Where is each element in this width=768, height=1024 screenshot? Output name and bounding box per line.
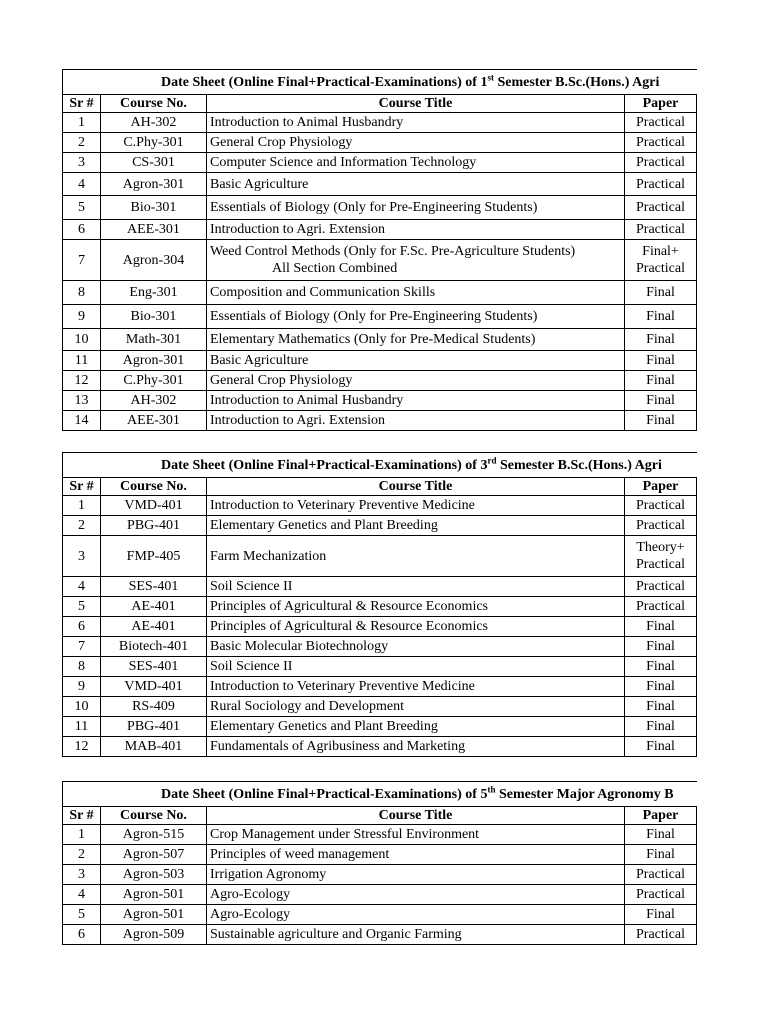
row-sr: 10 xyxy=(63,697,101,717)
table-row xyxy=(63,737,697,757)
title-text-end: Semester B.Sc.(Hons.) Agri xyxy=(493,74,660,90)
header-course-no: Course No. xyxy=(101,95,207,113)
row-course-no: AEE-301 xyxy=(101,411,207,431)
row-paper xyxy=(625,305,697,329)
row-course-title xyxy=(207,351,625,371)
row-course-no: FMP-405 xyxy=(101,536,207,577)
table-row xyxy=(63,496,697,516)
header-paper: Paper xyxy=(625,478,697,496)
row-course-no: AE-401 xyxy=(101,597,207,617)
row-course-title xyxy=(207,240,625,281)
row-sr: 2 xyxy=(63,133,101,153)
table-row xyxy=(63,577,697,597)
row-paper xyxy=(625,391,697,411)
row-paper-text: Final xyxy=(646,285,675,300)
title-text-end: Semester B.Sc.(Hons.) Agri xyxy=(496,457,662,473)
row-sr: 7 xyxy=(63,637,101,657)
row-sr: 8 xyxy=(63,657,101,677)
row-course-no: VMD-401 xyxy=(101,677,207,697)
row-sr: 12 xyxy=(63,371,101,391)
row-paper-text: Theory+ xyxy=(636,540,685,555)
row-course-title-line2: All Section Combined xyxy=(272,261,398,276)
row-paper-text: Final xyxy=(646,309,675,324)
title-superscript: st xyxy=(487,71,494,82)
table-row xyxy=(63,697,697,717)
row-course-title-text: Elementary Genetics and Plant Breeding xyxy=(210,518,438,533)
row-course-title-text: Sustainable agriculture and Organic Farming xyxy=(210,927,462,942)
table-row xyxy=(63,133,697,153)
row-paper-text: Practical xyxy=(636,927,685,942)
row-paper xyxy=(625,281,697,305)
row-course-title-text: Fundamentals of Agribusiness and Marketing xyxy=(210,739,466,754)
row-paper xyxy=(625,737,697,757)
row-paper-line2: Practical xyxy=(636,261,685,276)
row-course-title-text: Introduction to Animal Husbandry xyxy=(210,115,404,130)
row-course-no: SES-401 xyxy=(101,657,207,677)
row-course-title xyxy=(207,885,625,905)
row-paper-text: Final xyxy=(646,659,675,674)
row-course-title xyxy=(207,391,625,411)
row-paper-text: Final xyxy=(646,619,675,634)
table-row xyxy=(63,925,697,945)
table-row xyxy=(63,153,697,173)
row-course-title xyxy=(207,825,625,845)
row-sr: 3 xyxy=(63,536,101,577)
header-course-title: Course Title xyxy=(207,95,625,113)
row-paper-text: Practical xyxy=(636,579,685,594)
row-paper-text: Practical xyxy=(636,222,685,237)
row-course-title-text: Weed Control Methods (Only for F.Sc. Pre-Agriculture Students) xyxy=(210,244,576,259)
row-course-no: Agron-515 xyxy=(101,825,207,845)
row-course-title xyxy=(207,697,625,717)
title-row xyxy=(63,70,697,95)
table-row xyxy=(63,825,697,845)
row-paper-text: Final xyxy=(646,393,675,408)
table-row xyxy=(63,196,697,220)
row-course-title xyxy=(207,617,625,637)
row-sr: 12 xyxy=(63,737,101,757)
row-course-no: SES-401 xyxy=(101,577,207,597)
row-paper xyxy=(625,845,697,865)
row-paper xyxy=(625,153,697,173)
row-sr: 8 xyxy=(63,281,101,305)
row-paper-text: Final xyxy=(646,699,675,714)
row-course-title xyxy=(207,516,625,536)
date-sheet-table xyxy=(62,69,697,431)
row-paper xyxy=(625,220,697,240)
row-course-title-text: Crop Management under Stressful Environment xyxy=(210,827,480,842)
row-paper-text: Practical xyxy=(636,599,685,614)
row-paper-text: Practical xyxy=(636,867,685,882)
row-paper-text: Practical xyxy=(636,518,685,533)
row-course-no: Math-301 xyxy=(101,329,207,351)
row-paper-text: Final xyxy=(646,907,675,922)
header-paper: Paper xyxy=(625,95,697,113)
row-sr: 3 xyxy=(63,153,101,173)
row-course-title-text: Introduction to Veterinary Preventive Medicine xyxy=(210,498,475,513)
row-paper xyxy=(625,371,697,391)
title-text: Date Sheet (Online Final+Practical-Examinations) of 1 xyxy=(161,74,488,90)
table-row xyxy=(63,329,697,351)
row-course-no: Biotech-401 xyxy=(101,637,207,657)
table-row xyxy=(63,717,697,737)
row-course-no: Agron-507 xyxy=(101,845,207,865)
row-paper xyxy=(625,657,697,677)
row-paper xyxy=(625,411,697,431)
row-paper xyxy=(625,351,697,371)
row-paper xyxy=(625,677,697,697)
row-course-no: CS-301 xyxy=(101,153,207,173)
row-sr: 13 xyxy=(63,391,101,411)
row-course-no: Agron-304 xyxy=(101,240,207,281)
row-course-title-text: Essentials of Biology (Only for Pre-Engineering Students) xyxy=(210,309,538,324)
title-superscript: rd xyxy=(487,454,497,465)
row-course-no: Agron-301 xyxy=(101,173,207,196)
header-sr: Sr # xyxy=(63,478,101,496)
header-course-no: Course No. xyxy=(101,478,207,496)
row-paper-text: Final xyxy=(646,679,675,694)
header-row xyxy=(63,807,697,825)
row-course-title-text: Principles of weed management xyxy=(210,847,390,862)
row-paper xyxy=(625,173,697,196)
row-sr: 7 xyxy=(63,240,101,281)
row-course-title-text: Basic Agriculture xyxy=(210,353,309,368)
row-sr: 9 xyxy=(63,677,101,697)
row-course-title-text: Principles of Agricultural & Resource Economics xyxy=(210,619,488,634)
row-course-title xyxy=(207,113,625,133)
row-course-no: Agron-509 xyxy=(101,925,207,945)
date-sheet-table xyxy=(62,452,697,757)
table-row xyxy=(63,657,697,677)
header-course-title: Course Title xyxy=(207,478,625,496)
row-course-title xyxy=(207,173,625,196)
header-sr: Sr # xyxy=(63,95,101,113)
row-course-title xyxy=(207,925,625,945)
date-sheet-5th-semester xyxy=(62,781,768,945)
row-sr: 9 xyxy=(63,305,101,329)
date-sheet-3rd-semester xyxy=(62,452,768,757)
row-sr: 10 xyxy=(63,329,101,351)
row-course-title xyxy=(207,196,625,220)
row-paper-line2: Practical xyxy=(636,557,685,572)
row-course-title-text: Introduction to Veterinary Preventive Medicine xyxy=(210,679,475,694)
row-sr: 3 xyxy=(63,865,101,885)
table-body xyxy=(63,113,697,431)
row-course-no: Agron-501 xyxy=(101,885,207,905)
table-row xyxy=(63,677,697,697)
title-text-end: Semester Major Agronomy B xyxy=(495,786,674,802)
row-sr: 4 xyxy=(63,885,101,905)
sheet-title xyxy=(63,453,697,478)
row-sr: 2 xyxy=(63,516,101,536)
row-course-title-text: Computer Science and Information Technology xyxy=(210,155,477,170)
row-paper-text: Practical xyxy=(636,155,685,170)
table-row xyxy=(63,113,697,133)
row-paper-text: Final xyxy=(646,332,675,347)
row-course-no: PBG-401 xyxy=(101,717,207,737)
row-paper xyxy=(625,597,697,617)
row-sr: 4 xyxy=(63,577,101,597)
table-row xyxy=(63,905,697,925)
row-paper-text: Practical xyxy=(636,498,685,513)
table-row xyxy=(63,305,697,329)
table-row xyxy=(63,597,697,617)
row-paper-text: Final xyxy=(646,639,675,654)
row-course-title-text: Farm Mechanization xyxy=(210,548,327,564)
row-course-title xyxy=(207,845,625,865)
row-course-title-text: Introduction to Animal Husbandry xyxy=(210,393,404,408)
row-sr: 6 xyxy=(63,220,101,240)
table-row xyxy=(63,371,697,391)
row-course-title-text: General Crop Physiology xyxy=(210,373,353,388)
table-row xyxy=(63,617,697,637)
table-row xyxy=(63,281,697,305)
row-course-title xyxy=(207,329,625,351)
row-course-no: RS-409 xyxy=(101,697,207,717)
row-course-no: Bio-301 xyxy=(101,305,207,329)
row-course-title-text: Composition and Communication Skills xyxy=(210,285,436,300)
title-text: Date Sheet (Online Final+Practical-Examinations) of 5 xyxy=(161,786,488,802)
row-course-no: Eng-301 xyxy=(101,281,207,305)
row-course-no: AEE-301 xyxy=(101,220,207,240)
header-sr: Sr # xyxy=(63,807,101,825)
row-paper xyxy=(625,825,697,845)
row-course-no: AH-302 xyxy=(101,391,207,411)
row-course-title xyxy=(207,737,625,757)
table-row xyxy=(63,220,697,240)
row-course-title xyxy=(207,657,625,677)
row-course-title xyxy=(207,496,625,516)
row-course-title-text: Elementary Mathematics (Only for Pre-Medical Students) xyxy=(210,332,536,347)
row-paper xyxy=(625,496,697,516)
header-row xyxy=(63,95,697,113)
row-paper xyxy=(625,885,697,905)
row-course-title xyxy=(207,281,625,305)
row-course-title-text: Introduction to Agri. Extension xyxy=(210,413,385,428)
row-course-title xyxy=(207,637,625,657)
row-paper xyxy=(625,536,697,577)
title-row xyxy=(63,453,697,478)
row-course-no: AE-401 xyxy=(101,617,207,637)
row-course-title xyxy=(207,411,625,431)
row-paper-text: Final xyxy=(646,353,675,368)
row-course-no: Agron-501 xyxy=(101,905,207,925)
row-course-title xyxy=(207,305,625,329)
row-course-title-text: Basic Molecular Biotechnology xyxy=(210,639,389,654)
row-course-no: Agron-301 xyxy=(101,351,207,371)
row-paper-text: Final xyxy=(646,827,675,842)
sheet-title xyxy=(63,70,697,95)
table-row xyxy=(63,845,697,865)
row-paper-text: Practical xyxy=(636,176,685,192)
row-course-title xyxy=(207,220,625,240)
row-course-title xyxy=(207,371,625,391)
row-paper-text: Final xyxy=(646,847,675,862)
row-course-title-text: General Crop Physiology xyxy=(210,135,353,150)
row-sr: 1 xyxy=(63,113,101,133)
title-text: Date Sheet (Online Final+Practical-Examinations) of 3 xyxy=(161,457,488,473)
row-paper xyxy=(625,196,697,220)
row-course-no: C.Phy-301 xyxy=(101,371,207,391)
table-row xyxy=(63,411,697,431)
title-superscript: th xyxy=(487,783,496,794)
row-course-title-text: Irrigation Agronomy xyxy=(210,867,327,882)
row-course-no: MAB-401 xyxy=(101,737,207,757)
row-course-title-text: Agro-Ecology xyxy=(210,907,291,922)
row-course-title xyxy=(207,153,625,173)
row-course-title xyxy=(207,133,625,153)
table-row xyxy=(63,173,697,196)
row-paper xyxy=(625,925,697,945)
row-paper xyxy=(625,516,697,536)
row-sr: 2 xyxy=(63,845,101,865)
row-paper xyxy=(625,240,697,281)
row-course-no: Bio-301 xyxy=(101,196,207,220)
row-course-title-text: Elementary Genetics and Plant Breeding xyxy=(210,719,438,734)
row-sr: 5 xyxy=(63,196,101,220)
table-row xyxy=(63,240,697,281)
row-paper-text: Practical xyxy=(636,135,685,150)
table-body xyxy=(63,496,697,757)
row-paper xyxy=(625,905,697,925)
row-paper xyxy=(625,617,697,637)
row-course-title xyxy=(207,865,625,885)
row-course-no: Agron-503 xyxy=(101,865,207,885)
row-course-title-text: Introduction to Agri. Extension xyxy=(210,222,385,237)
row-paper-text: Final+ xyxy=(642,244,679,259)
date-sheet-1st-semester xyxy=(62,69,768,431)
row-paper-text: Practical xyxy=(636,115,685,130)
row-course-no: C.Phy-301 xyxy=(101,133,207,153)
table-row xyxy=(63,637,697,657)
row-paper xyxy=(625,577,697,597)
row-sr: 1 xyxy=(63,496,101,516)
row-paper xyxy=(625,717,697,737)
row-paper xyxy=(625,697,697,717)
row-sr: 5 xyxy=(63,597,101,617)
row-sr: 1 xyxy=(63,825,101,845)
row-course-title-text: Basic Agriculture xyxy=(210,176,309,192)
row-course-title-text: Essentials of Biology (Only for Pre-Engineering Students) xyxy=(210,200,538,215)
row-paper-text: Final xyxy=(646,719,675,734)
row-sr: 6 xyxy=(63,925,101,945)
row-paper xyxy=(625,113,697,133)
row-course-title xyxy=(207,905,625,925)
row-course-title xyxy=(207,577,625,597)
row-paper xyxy=(625,865,697,885)
row-sr: 14 xyxy=(63,411,101,431)
sheet-title xyxy=(63,782,697,807)
row-course-title-text: Rural Sociology and Development xyxy=(210,699,405,714)
row-course-title-text: Principles of Agricultural & Resource Economics xyxy=(210,599,488,614)
header-course-no: Course No. xyxy=(101,807,207,825)
title-row xyxy=(63,782,697,807)
row-paper xyxy=(625,637,697,657)
table-body xyxy=(63,825,697,945)
table-row xyxy=(63,865,697,885)
row-course-no: AH-302 xyxy=(101,113,207,133)
row-course-title xyxy=(207,536,625,577)
table-row xyxy=(63,516,697,536)
row-paper-text: Final xyxy=(646,739,675,754)
row-course-title-text: Soil Science II xyxy=(210,579,293,594)
row-paper-text: Final xyxy=(646,413,675,428)
table-row xyxy=(63,391,697,411)
date-sheet-table xyxy=(62,781,697,945)
row-course-title xyxy=(207,597,625,617)
row-sr: 11 xyxy=(63,351,101,371)
header-row xyxy=(63,478,697,496)
header-paper: Paper xyxy=(625,807,697,825)
row-sr: 5 xyxy=(63,905,101,925)
row-course-no: VMD-401 xyxy=(101,496,207,516)
header-course-title: Course Title xyxy=(207,807,625,825)
row-course-title-text: Soil Science II xyxy=(210,659,293,674)
table-row xyxy=(63,885,697,905)
table-row xyxy=(63,351,697,371)
row-paper-text: Practical xyxy=(636,200,685,215)
row-course-title-text: Agro-Ecology xyxy=(210,887,291,902)
row-paper xyxy=(625,133,697,153)
row-paper-text: Practical xyxy=(636,887,685,902)
row-paper-text: Final xyxy=(646,373,675,388)
row-paper xyxy=(625,329,697,351)
table-row xyxy=(63,536,697,577)
row-course-title xyxy=(207,677,625,697)
row-sr: 4 xyxy=(63,173,101,196)
row-sr: 11 xyxy=(63,717,101,737)
row-course-title xyxy=(207,717,625,737)
row-sr: 6 xyxy=(63,617,101,637)
row-course-no: PBG-401 xyxy=(101,516,207,536)
